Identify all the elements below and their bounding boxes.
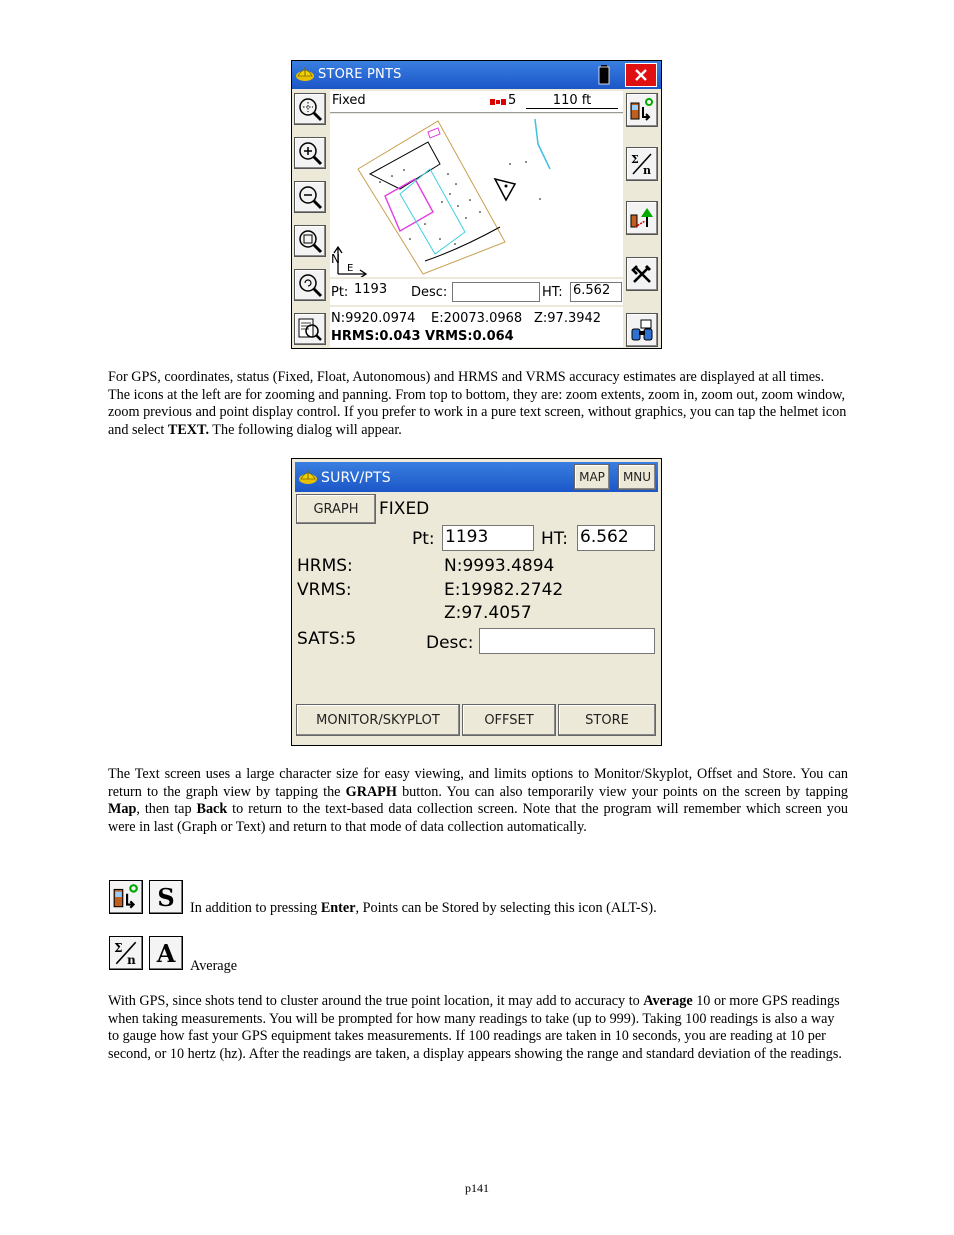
binoculars-icon [629,317,655,343]
pt-label-2: Pt: [412,529,435,549]
svg-text:n: n [643,164,651,177]
store-point-icon [112,883,140,911]
pt-input[interactable] [352,282,402,302]
paragraph-intro-tail: The following dialog will appear. [209,421,402,438]
zoom-previous-button[interactable] [294,269,326,301]
desc-input-2[interactable] [479,628,655,654]
offset-button-2-label: OFFSET [484,712,534,728]
z-coordinate: Z:97.3942 [534,311,602,326]
offset-icon [629,205,655,231]
svg-text:Σ: Σ [631,153,639,166]
alt-a-icon-figure [149,936,183,970]
p2-d: , then tap [136,801,197,818]
tools-icon [629,261,655,287]
menu-button[interactable] [618,464,656,490]
window-title-2: SURV/PTS [321,470,391,486]
average-keyword: Average [643,993,693,1009]
store-button[interactable] [558,704,656,736]
ht-input-2[interactable] [577,525,655,551]
average-button[interactable] [626,147,658,181]
zoom-window-icon [297,228,323,254]
e-coordinate: E:20073.0968 [431,311,523,326]
zoom-extents-icon [297,96,323,122]
zoom-in-button[interactable] [294,137,326,169]
p3-c: 10 or more GPS readings when taking measurements. You will be prompted for how many readings to take (up to 999). Taking 100 readings is also a way to gauge how fast your GPS equipment takes measurements. If 100 readings are taken in 10 seconds, you are reading at 10 per second, or 10 hertz (hz). After the readings are taken, a display appears showing the range and standard deviation of the readings. [108,993,842,1062]
satellite-icon [490,97,506,107]
battery-icon [598,65,610,85]
title-bar [292,61,661,89]
store-line-c: , Points can be Stored by selecting this icon (ALT-S). [355,900,657,916]
n-coordinate-2: N:9993.4894 [444,556,555,576]
store-point-button[interactable] [626,93,658,127]
distance-readout: 110 ft [526,93,618,109]
ht-input-2-value: 6.562 [580,527,629,547]
zoom-window-button[interactable] [294,225,326,257]
p3-a: With GPS, since shots tend to cluster around the true point location, it may add to accuracy to [108,993,644,1009]
close-icon [634,68,648,82]
paragraph-intro [108,369,848,439]
find-button[interactable] [626,313,658,347]
store-line-text [190,900,657,917]
map-button-label: MAP [579,470,605,484]
page-number: p141 [465,1181,489,1195]
p2-a: The Text screen uses a large character size for easy viewing, and limits options to Monitor/Skyplot, Offset and Store. You can return to the graph view by tapping the [108,766,848,800]
pt-input-value: 1193 [354,282,388,297]
zoom-out-button[interactable] [294,181,326,213]
helmet-icon-2[interactable] [298,467,318,487]
point-row [330,279,623,305]
p2-e: to return to the text-based data collection screen. Note that the program will remember which screen you were in last (Graph or Text) and return to that mode of data collection automatically. [108,801,849,835]
average-icon [112,939,140,967]
paragraph-intro-text: For GPS, coordinates, status (Fixed, Float, Autonomous) and HRMS and VRMS accuracy estimates are displayed at all times. The icons at the left are for zooming and panning. From top to bottom, they are: zoom extents, zoom in, zoom out, zoom window, zoom previous and point display control. If you prefer to work in a pure text screen, without graphics, you can tap the helmet icon and select [108,369,847,438]
point-display-icon [297,316,323,342]
graph-button[interactable] [296,494,376,524]
store-point-icon [629,97,655,123]
s-letter: S [157,882,175,912]
map-button[interactable] [574,464,610,490]
desc-label-2: Desc: [426,633,474,653]
ht-label-2: HT: [541,529,569,549]
zoom-extents-button[interactable] [294,93,326,125]
map-keyword: Map [108,801,137,818]
monitor-skyplot-button[interactable] [296,704,460,736]
window-title: STORE PNTS [318,67,402,82]
coord-row [330,307,623,347]
surv-pts-screen [291,458,662,746]
zoom-out-icon [297,184,323,210]
graph-button-label: GRAPH [313,501,359,517]
offset-button[interactable] [626,201,658,235]
enter-keyword: Enter [320,900,356,916]
east-arrow-label: E [347,263,354,274]
menu-button-label: MNU [622,470,652,484]
point-display-button[interactable] [294,313,326,345]
north-arrow-label: N [331,252,340,266]
n-coordinate: N:9920.0974 [331,311,416,326]
accuracy-readout: HRMS:0.043 VRMS:0.064 [331,329,514,344]
title-bar-2 [295,462,658,492]
desc-label: Desc: [411,285,448,300]
pt-label: Pt: [331,285,349,300]
zoom-in-icon [297,140,323,166]
vrms-label: VRMS: [297,580,352,600]
store-line-a: In addition to pressing [190,900,321,916]
ht-input-value: 6.562 [573,283,611,298]
pt-input-2[interactable] [442,525,534,551]
ht-label: HT: [542,285,563,300]
pt-input-2-value: 1193 [445,527,489,547]
fix-status: FIXED [379,499,430,519]
offset-button-2[interactable] [462,704,556,736]
average-icon [629,151,655,177]
helmet-icon[interactable] [295,64,315,84]
satellite-count: 5 [508,93,517,108]
sats-readout: SATS:5 [297,629,357,649]
map-canvas[interactable] [330,114,623,277]
back-keyword: Back [196,801,228,818]
p2-c: button. You can also temporarily view your points on the screen by tapping [396,783,849,800]
svg-text:n: n [127,952,136,967]
paragraph-average [108,993,848,1063]
paragraph-text-screen [108,766,848,836]
svg-text:Σ: Σ [114,940,123,955]
ht-input[interactable] [570,282,622,302]
hrms-label: HRMS: [297,556,353,576]
close-button[interactable] [625,63,657,87]
a-letter: A [156,938,176,968]
store-button-label: STORE [585,712,629,728]
tools-button[interactable] [626,257,658,291]
e-coordinate-2: E:19982.2742 [444,580,564,600]
map-drawing [330,114,623,277]
monitor-skyplot-label: MONITOR/SKYPLOT [316,712,440,728]
average-label: Average [190,958,237,974]
status-row [330,91,623,113]
alt-s-icon-figure [149,880,183,914]
text-keyword: TEXT. [167,421,210,438]
graph-keyword: GRAPH [345,783,397,800]
z-coordinate-2: Z:97.4057 [444,603,532,623]
average-icon-figure [109,936,143,970]
zoom-previous-icon [297,272,323,298]
store-pnts-screen [291,60,662,349]
desc-input[interactable] [452,282,540,302]
store-icon-figure [109,880,143,914]
gps-status: Fixed [332,93,366,108]
